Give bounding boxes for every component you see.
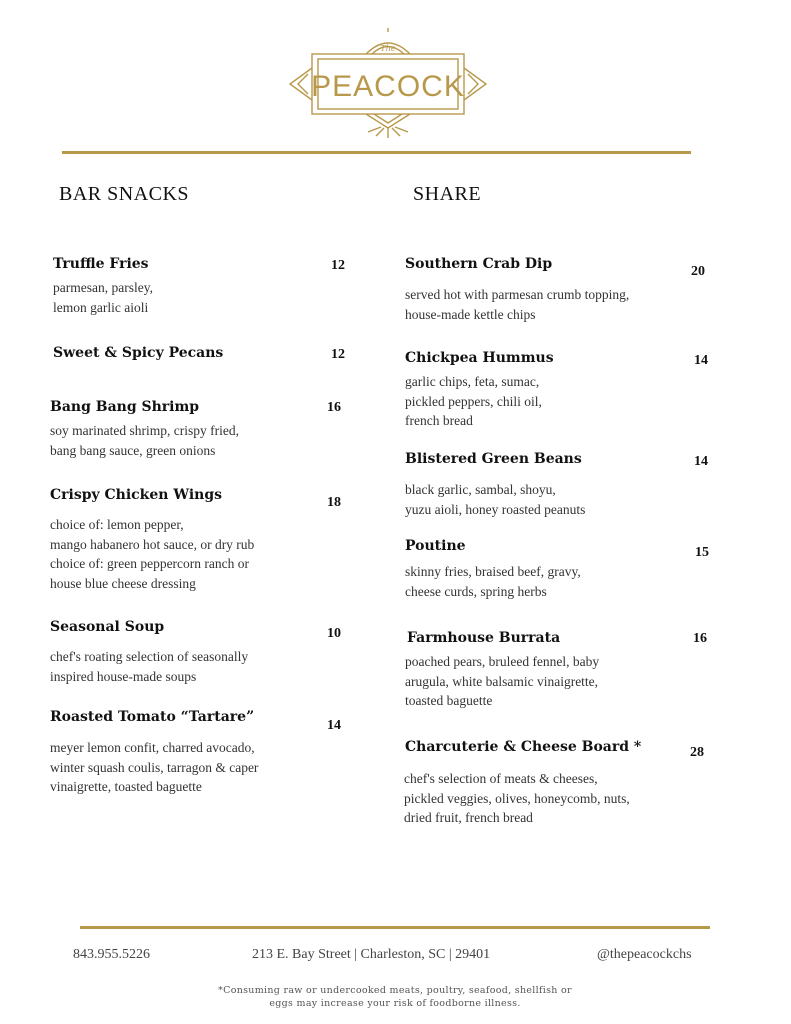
footer-phone: 843.955.5226	[73, 947, 150, 962]
logo-small-text: The	[380, 44, 396, 53]
menu-item-name: Chickpea Hummus	[405, 350, 554, 366]
menu-item-price: 14	[694, 353, 708, 368]
logo-name-text: PEACOCK	[311, 70, 465, 103]
menu-item-desc: soy marinated shrimp, crispy fried, bang bang sauce, green onions	[50, 423, 239, 458]
menu-item-desc: meyer lemon confit, charred avocado, winter squash coulis, tarragon & caper vinaigrette, toasted baguette	[50, 740, 259, 794]
section-title-bar-snacks: BAR SNACKS	[59, 183, 190, 205]
menu-item-desc: parmesan, parsley, lemon garlic aioli	[53, 280, 153, 315]
menu-item-name: Poutine	[405, 538, 466, 554]
section-title-share: SHARE	[413, 183, 482, 205]
menu-item-desc: garlic chips, feta, sumac, pickled peppers, chili oil, french bread	[405, 374, 542, 428]
menu-item-name: Roasted Tomato “Tartare”	[50, 709, 255, 725]
menu-item-desc: skinny fries, braised beef, gravy, cheese curds, spring herbs	[405, 564, 581, 599]
menu-item-name: Sweet & Spicy Pecans	[53, 345, 224, 361]
menu-item-price: 28	[690, 745, 704, 760]
footer-address: 213 E. Bay Street | Charleston, SC | 29401	[252, 947, 491, 962]
menu-item-name: Southern Crab Dip	[405, 256, 553, 272]
menu-item-desc: chef's roating selection of seasonally inspired house-made soups	[50, 649, 249, 684]
footer-social-handle: @thepeacockchs	[597, 947, 692, 962]
menu-item-name: Crispy Chicken Wings	[50, 487, 222, 503]
menu-item-name: Seasonal Soup	[50, 619, 165, 635]
footer-disclaimer: *Consuming raw or undercooked meats, poultry, seafood, shellfish or eggs may increase your risk of foodborne illness.	[218, 985, 572, 1009]
menu-item-price: 15	[695, 545, 709, 560]
menu-item-price: 16	[693, 631, 707, 646]
menu-item-name: Bang Bang Shrimp	[50, 399, 200, 415]
menu-item-desc: chef's selection of meats & cheeses, pickled veggies, olives, honeycomb, nuts, dried fruit, french bread	[404, 771, 630, 825]
menu-item-price: 14	[327, 718, 341, 733]
menu-item-price: 12	[331, 347, 345, 362]
menu-item-price: 12	[331, 258, 345, 273]
menu-item-price: 18	[327, 495, 341, 510]
bottom-divider	[80, 926, 710, 929]
menu-item-price: 10	[327, 626, 341, 641]
menu-item-name: Truffle Fries	[53, 256, 149, 272]
menu-item-desc: poached pears, bruleed fennel, baby arugula, white balsamic vinaigrette, toasted baguette	[405, 654, 600, 708]
menu-item-desc: choice of: lemon pepper, mango habanero hot sauce, or dry rub choice of: green peppercorn ranch or house blue cheese dressing	[50, 517, 255, 591]
peacock-logo	[286, 28, 490, 140]
menu-item-price: 20	[691, 264, 705, 279]
menu-item-name: Farmhouse Burrata	[407, 630, 561, 646]
menu-item-price: 14	[694, 454, 708, 469]
menu-item-name: Blistered Green Beans	[405, 451, 582, 467]
menu-item-name: Charcuterie & Cheese Board *	[405, 739, 642, 755]
top-divider	[62, 151, 691, 154]
menu-item-desc: served hot with parmesan crumb topping, house-made kettle chips	[405, 287, 630, 322]
menu-item-price: 16	[327, 400, 341, 415]
menu-item-desc: black garlic, sambal, shoyu, yuzu aioli, honey roasted peanuts	[405, 482, 586, 517]
